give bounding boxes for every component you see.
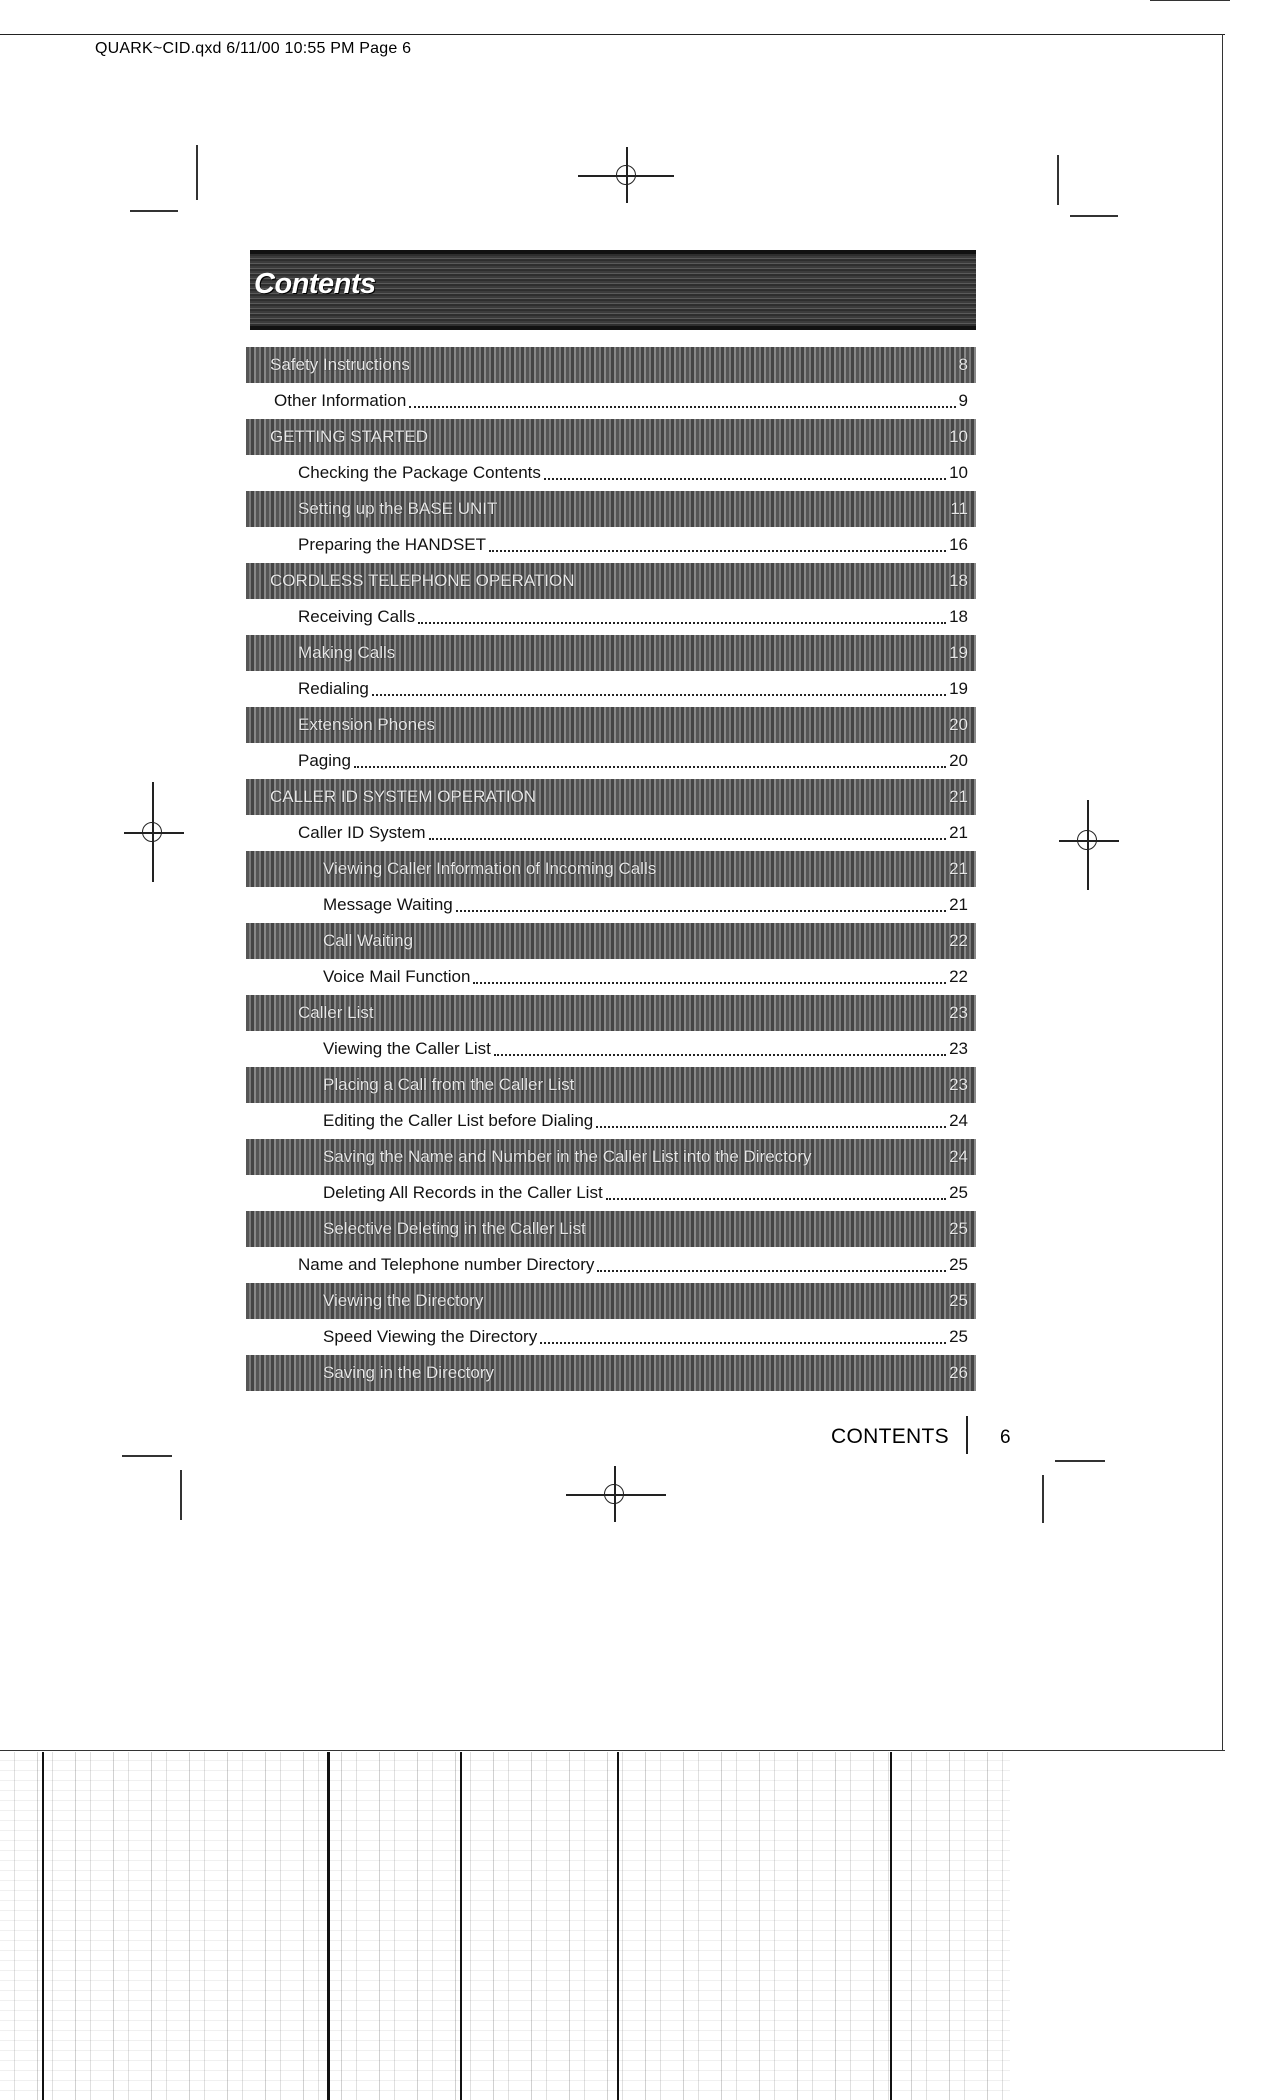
- toc-leader-dots: [540, 1342, 946, 1344]
- toc-entry-page: 23: [949, 1003, 968, 1022]
- crop-mark: [130, 210, 178, 212]
- toc-entry-page: 24: [949, 1147, 968, 1166]
- toc-leader-dots: [489, 550, 946, 552]
- footer-divider: [966, 1416, 968, 1454]
- crop-mark: [1055, 1460, 1105, 1462]
- toc-entry: [246, 527, 976, 563]
- scan-artifact-line: [460, 1752, 462, 2100]
- toc-entry-label: Voice Mail Function: [323, 967, 471, 986]
- footer-section-label: CONTENTS: [831, 1425, 949, 1448]
- toc-leader-dots: [486, 1306, 946, 1308]
- toc-leader-dots: [413, 370, 956, 372]
- toc-entry-label: Viewing the Directory: [323, 1291, 484, 1310]
- toc-entry-label: Setting up the BASE UNIT: [298, 499, 498, 518]
- toc-leader-dots: [398, 658, 946, 660]
- toc-entry: [246, 887, 976, 923]
- toc-entry-page: 25: [949, 1219, 968, 1238]
- toc-entry-page: 10: [949, 463, 968, 482]
- toc-entry-label: Speed Viewing the Directory: [323, 1327, 538, 1346]
- toc-entry: [246, 743, 976, 779]
- registration-mark-icon: [132, 812, 172, 852]
- toc-entry-page: 8: [958, 355, 968, 374]
- toc-entry: [246, 707, 976, 743]
- toc-entry-label: Editing the Caller List before Dialing: [323, 1111, 594, 1130]
- toc-entry-page: 25: [949, 1183, 968, 1202]
- toc-entry-page: 9: [958, 391, 968, 410]
- toc-entry-page: 26: [949, 1363, 968, 1382]
- toc-entry-label: Caller ID System: [298, 823, 426, 842]
- toc-leader-dots: [377, 1018, 946, 1020]
- toc-entry: [246, 1247, 976, 1283]
- crop-mark: [122, 1455, 172, 1457]
- footer-page-number: 6: [1000, 1427, 1011, 1448]
- toc-entry-label: Saving the Name and Number in the Caller List into the Directory: [323, 1147, 812, 1166]
- toc-leader-dots: [815, 1162, 947, 1164]
- toc-entry-page: 21: [949, 895, 968, 914]
- toc-entry: [246, 1139, 976, 1175]
- toc-leader-dots: [659, 874, 946, 876]
- toc-entry-page: 24: [949, 1111, 968, 1130]
- toc-entry: [246, 1175, 976, 1211]
- toc-entry-label: Selective Deleting in the Caller List: [323, 1219, 586, 1238]
- toc-leader-dots: [429, 838, 947, 840]
- toc-entry-page: 25: [949, 1327, 968, 1346]
- scan-artifact-line: [42, 1752, 44, 2100]
- scan-noise-area: [0, 1752, 1010, 2100]
- toc-entry: [246, 1319, 976, 1355]
- toc-entry-page: 25: [949, 1291, 968, 1310]
- toc-entry-label: Message Waiting: [323, 895, 453, 914]
- toc-leader-dots: [416, 946, 946, 948]
- crop-mark: [196, 145, 198, 200]
- toc-leader-dots: [597, 1270, 946, 1272]
- toc-entry-label: Deleting All Records in the Caller List: [323, 1183, 603, 1202]
- toc-entry: [246, 455, 976, 491]
- contents-title-bar: [250, 250, 976, 330]
- crop-mark: [180, 1470, 182, 1520]
- toc-entry-label: Paging: [298, 751, 351, 770]
- toc-entry: [246, 635, 976, 671]
- crop-mark: [1042, 1475, 1044, 1523]
- toc-entry: [246, 1355, 976, 1391]
- toc-entry-label: Redialing: [298, 679, 369, 698]
- toc-entry-label: Making Calls: [298, 643, 396, 662]
- scan-artifact-line: [617, 1752, 619, 2100]
- toc-entry: [246, 491, 976, 527]
- corner-trim-line: [1150, 0, 1230, 1]
- toc-entry: [246, 347, 976, 383]
- toc-entry: [246, 1283, 976, 1319]
- right-trim-line: [1222, 34, 1223, 1750]
- toc-leader-dots: [577, 1090, 946, 1092]
- scan-artifact-line: [890, 1752, 892, 2100]
- toc-entry-page: 10: [949, 427, 968, 446]
- toc-leader-dots: [539, 802, 946, 804]
- toc-entry-page: 11: [950, 499, 968, 518]
- toc-entry-label: GETTING STARTED: [270, 427, 429, 446]
- bottom-trim-line: [0, 1750, 1225, 1751]
- toc-entry: [246, 671, 976, 707]
- toc-entry-page: 22: [949, 931, 968, 950]
- registration-mark-icon: [594, 1474, 634, 1514]
- toc-entry: [246, 959, 976, 995]
- toc-leader-dots: [596, 1126, 946, 1128]
- toc-leader-dots: [578, 586, 947, 588]
- toc-leader-dots: [500, 514, 947, 516]
- toc-entry-label: Receiving Calls: [298, 607, 416, 626]
- toc-entry: [246, 1211, 976, 1247]
- toc-leader-dots: [544, 478, 946, 480]
- toc-leader-dots: [606, 1198, 946, 1200]
- toc-leader-dots: [372, 694, 946, 696]
- toc-entry-label: Name and Telephone number Directory: [298, 1255, 595, 1274]
- page-title: Contents: [254, 268, 376, 300]
- toc-entry-page: 18: [949, 571, 968, 590]
- toc-entry-label: Placing a Call from the Caller List: [323, 1075, 575, 1094]
- toc-entry-page: 25: [949, 1255, 968, 1274]
- table-of-contents: [246, 347, 976, 1391]
- registration-mark-icon: [606, 155, 646, 195]
- toc-entry-page: 19: [949, 643, 968, 662]
- toc-entry-page: 16: [949, 535, 968, 554]
- toc-entry: [246, 779, 976, 815]
- toc-entry-label: Checking the Package Contents: [298, 463, 541, 482]
- toc-entry: [246, 563, 976, 599]
- toc-entry-label: Caller List: [298, 1003, 374, 1022]
- toc-entry-label: Preparing the HANDSET: [298, 535, 487, 554]
- toc-entry: [246, 1067, 976, 1103]
- toc-entry-label: Extension Phones: [298, 715, 436, 734]
- toc-entry-label: Viewing Caller Information of Incoming Calls: [323, 859, 657, 878]
- toc-entry-label: Safety Instructions: [270, 355, 410, 374]
- scan-artifact-line: [327, 1752, 330, 2100]
- toc-entry-page: 21: [949, 859, 968, 878]
- toc-entry-label: CORDLESS TELEPHONE OPERATION: [270, 571, 575, 590]
- toc-entry-page: 18: [949, 607, 968, 626]
- toc-entry-page: 23: [949, 1039, 968, 1058]
- toc-leader-dots: [494, 1054, 946, 1056]
- toc-leader-dots: [418, 622, 946, 624]
- crop-mark: [1057, 155, 1059, 205]
- toc-entry: [246, 815, 976, 851]
- toc-leader-dots: [589, 1234, 946, 1236]
- toc-leader-dots: [409, 406, 955, 408]
- toc-leader-dots: [497, 1378, 946, 1380]
- toc-leader-dots: [438, 730, 946, 732]
- toc-entry-label: Saving in the Directory: [323, 1363, 495, 1382]
- registration-mark-icon: [1067, 820, 1107, 860]
- toc-entry: [246, 1031, 976, 1067]
- toc-entry-label: CALLER ID SYSTEM OPERATION: [270, 787, 537, 806]
- toc-leader-dots: [431, 442, 946, 444]
- toc-entry-page: 20: [949, 715, 968, 734]
- toc-entry-page: 22: [949, 967, 968, 986]
- toc-entry-label: Viewing the Caller List: [323, 1039, 491, 1058]
- toc-entry-page: 19: [949, 679, 968, 698]
- toc-entry-label: Call Waiting: [323, 931, 414, 950]
- toc-entry: [246, 419, 976, 455]
- toc-entry-page: 23: [949, 1075, 968, 1094]
- header-file-info: QUARK~CID.qxd 6/11/00 10:55 PM Page 6: [95, 40, 412, 57]
- toc-entry-page: 21: [949, 823, 968, 842]
- toc-leader-dots: [473, 982, 946, 984]
- toc-entry: [246, 599, 976, 635]
- toc-entry: [246, 383, 976, 419]
- toc-entry: [246, 923, 976, 959]
- toc-entry: [246, 1103, 976, 1139]
- toc-entry: [246, 995, 976, 1031]
- toc-entry-page: 21: [949, 787, 968, 806]
- top-trim-line: [0, 34, 1225, 35]
- toc-leader-dots: [456, 910, 946, 912]
- crop-mark: [1070, 215, 1118, 217]
- toc-entry-page: 20: [949, 751, 968, 770]
- toc-leader-dots: [354, 766, 946, 768]
- toc-entry-label: Other Information: [274, 391, 407, 410]
- toc-entry: [246, 851, 976, 887]
